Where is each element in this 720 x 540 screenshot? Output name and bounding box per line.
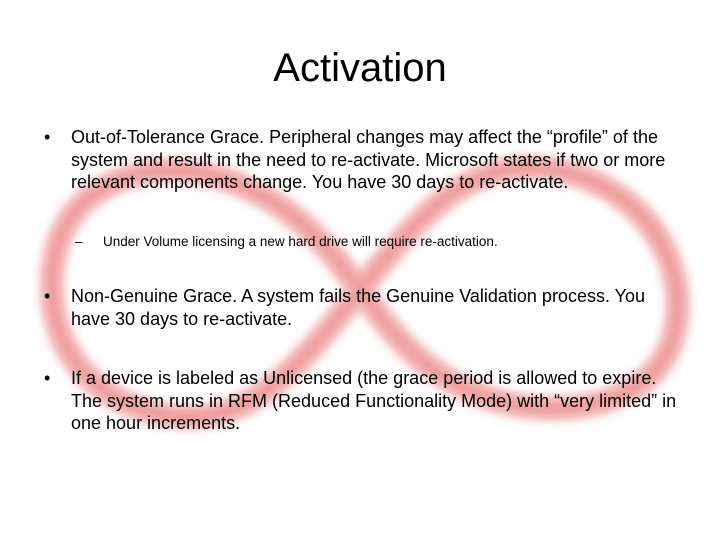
bullet-text: Non-Genuine Grace. A system fails the Genuine Validation process. You have 30 days to re-activate. (71, 286, 646, 329)
sub-bullet-marker: – (75, 234, 83, 249)
bullet-item (44, 285, 684, 330)
slide-title: Activation (273, 46, 447, 90)
sub-bullet-item (75, 232, 675, 252)
sub-bullet-text: Under Volume licensing a new hard drive will require re-activation. (103, 234, 498, 249)
bullet-marker: • (44, 127, 51, 147)
bullet-text: If a device is labeled as Unlicensed (the grace period is allowed to expire. The system runs in RFM (Reduced Functionality Mode) with “very limited” in one hour increments. (71, 368, 677, 433)
bullet-marker: • (44, 286, 51, 306)
bullet-marker: • (44, 368, 51, 388)
bullet-text: Out-of-Tolerance Grace. Peripheral changes may affect the “profile” of the system and result in the need to re-activate. Microsoft states if two or more relevant components change. You have 30 days to re-activate. (71, 127, 666, 192)
bullet-item (44, 367, 684, 435)
bullet-item (44, 126, 684, 194)
